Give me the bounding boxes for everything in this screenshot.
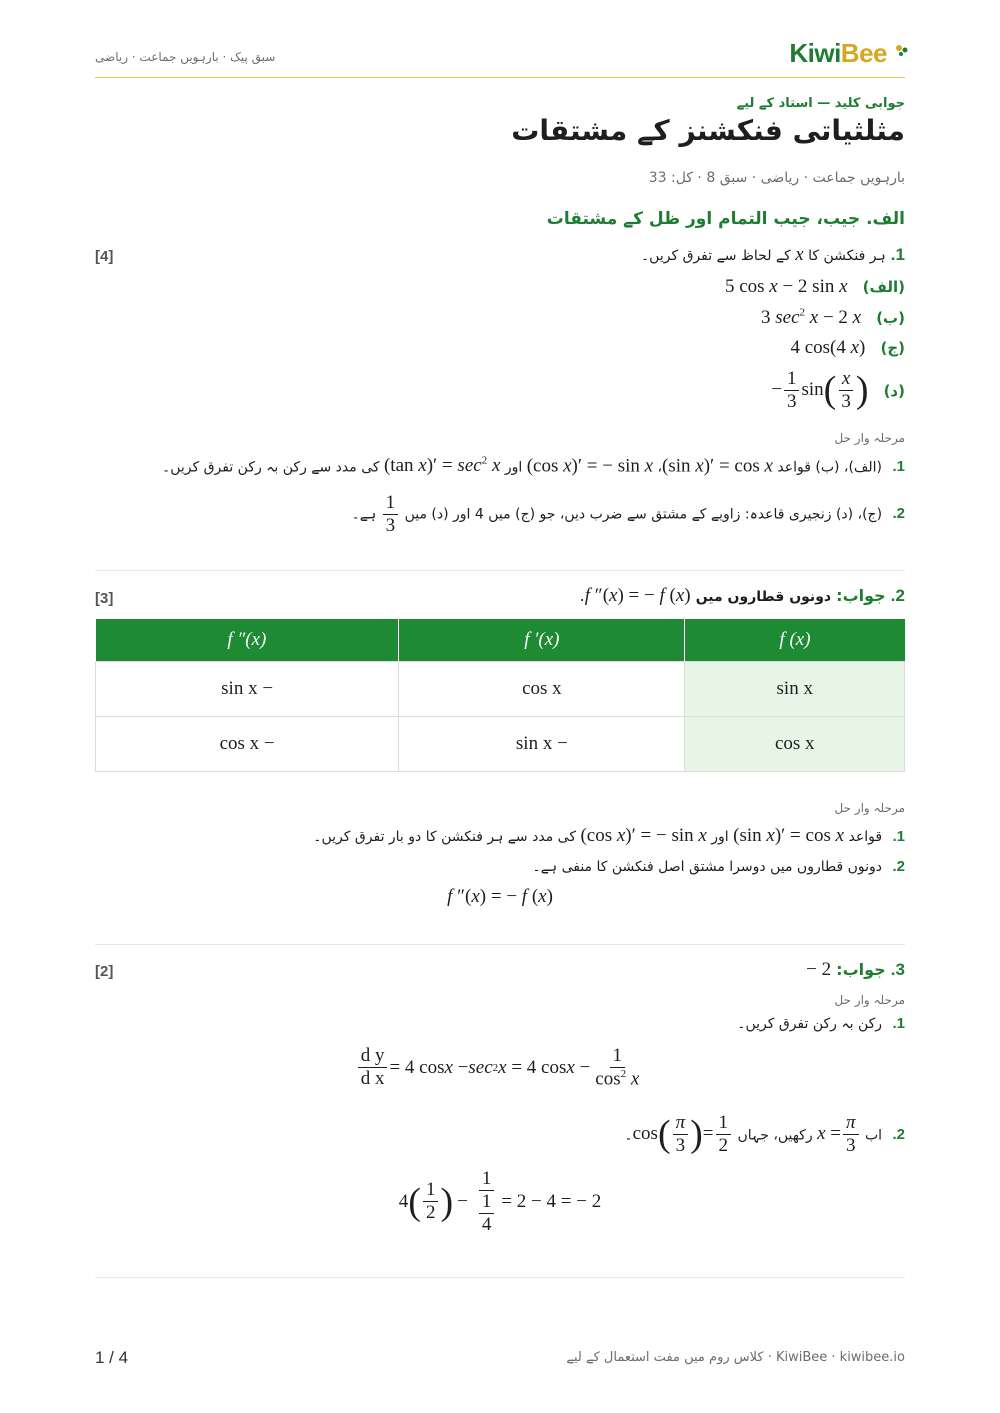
q3-solution-heading: مرحلہ وار حل — [834, 993, 905, 1007]
page-number: 1 / 4 — [95, 1348, 129, 1367]
answer-key-label: جوابی کلید — استاد کے لیے — [736, 96, 905, 111]
q2-solution-heading: مرحلہ وار حل — [834, 801, 905, 815]
table-header-f: f (x) — [685, 619, 905, 661]
q2-display-equation: f ″(x) = − f (x) — [447, 886, 553, 907]
q1-stem-text: ہر فنکشن کا x کے لحاظ سے تفرق کریں۔ — [640, 244, 886, 265]
page-title: مثلثیاتی فنکشنز کے مشتقات — [511, 114, 905, 147]
kiwibee-logo[interactable]: KiwiBee — [789, 38, 887, 68]
table-cell: cos x — [685, 716, 905, 771]
q2-step-1: 1. قواعد (sin x)′ = cos x اور (cos x)′ = − sin x کی مدد سے ہر فنکشن کا دو بار تفرق کریں۔ — [313, 825, 905, 846]
breadcrumb: سبق پیک · بارہویں جماعت · ریاضی — [95, 50, 276, 64]
table-header-f-double-prime: f ″(x) — [96, 619, 399, 661]
table-cell: − sin x — [96, 661, 399, 716]
q1-part-c: (ج) 4 cos(4 x) — [790, 337, 905, 358]
q1-part-d: (د) − $\frac{1}{3}$ sin ( $\frac{x}{3}$ ) — [771, 368, 905, 412]
divider — [95, 570, 905, 571]
q2-step-2: 2. دونوں قطاروں میں دوسرا مشتق اصل فنکشن کا منفی ہے۔ — [532, 858, 905, 875]
q1-step-1: 1. (الف)، (ب) قواعد (sin x)′ = cos x، (cos x)′ = − sin x اور (tan $x)' = \sec^2 x$ کی مدد سے رکن بہ رکن تفرق کریں۔ — [162, 455, 905, 477]
q3-display-evaluation: 4 ( $\frac{1}{2}$ ) − $\frac{1}{\frac{1}{4}}$ = 2 − 4 = − 2 — [398, 1168, 602, 1235]
lesson-meta: بارہویں جماعت · ریاضی · سبق 8 · کل: 33 — [648, 170, 905, 186]
divider — [95, 944, 905, 945]
q3-step-1: 1. رکن بہ رکن تفرق کریں۔ — [737, 1015, 905, 1032]
q3-marks: [2] — [95, 963, 114, 980]
page-header — [95, 38, 905, 78]
q1-solution-heading: مرحلہ وار حل — [834, 431, 905, 445]
q1-stem: 1. ہر فنکشن کا x کے لحاظ سے تفرق کریں۔ — [640, 244, 905, 265]
q3-step-2: 2. اب x = $\frac{\pi}{3}$ رکھیں، جہاں cos ( $\frac{\pi}{3}$ ) = $\frac{1}{2}$ ۔ — [624, 1112, 905, 1156]
table-cell: − cos x — [96, 716, 399, 771]
logo-dots-icon — [895, 44, 909, 58]
table-header-f-prime: f ′(x) — [399, 619, 685, 661]
q2-answer: 2. جواب: دونوں قطاروں میں f ″(x) = − f (x). — [579, 585, 905, 606]
derivative-table — [95, 619, 905, 772]
table-cell: − sin x — [399, 716, 685, 771]
q3-display-derivative: $\frac{\text{d y}}{\text{d x}}$ = 4 cos x − sec 2 x = 4 cos x − $\frac{1}{\cos^2 x}$ — [0, 1045, 1000, 1090]
table-cell: sin x — [685, 661, 905, 716]
q1-marks: [4] — [95, 248, 114, 265]
divider — [95, 1277, 905, 1278]
table-cell: cos x — [399, 661, 685, 716]
table-row — [96, 716, 905, 771]
q2-marks: [3] — [95, 590, 114, 607]
q1-part-b: (ب) 3 $\sec^2 x - 2$ x — [761, 307, 905, 329]
q1-step-2: 2. (ج)، (د) زنجیری قاعدہ: زاویے کے مشتق سے ضرب دیں، جو (ج) میں 4 اور (د) میں $\frac{1}{3}$ ہے۔ — [351, 492, 905, 536]
section-title: الف. جیب، جیب التمام اور ظل کے مشتقات — [546, 209, 905, 229]
footer-credit: KiwiBee · kiwibee.io · کلاس روم میں مفت استعمال کے لیے — [566, 1350, 905, 1365]
table-row — [96, 661, 905, 716]
q1-part-a: (الف) 5 cos x − 2 sin x — [724, 276, 905, 297]
q3-answer: 3. جواب: − 2 — [806, 959, 905, 980]
